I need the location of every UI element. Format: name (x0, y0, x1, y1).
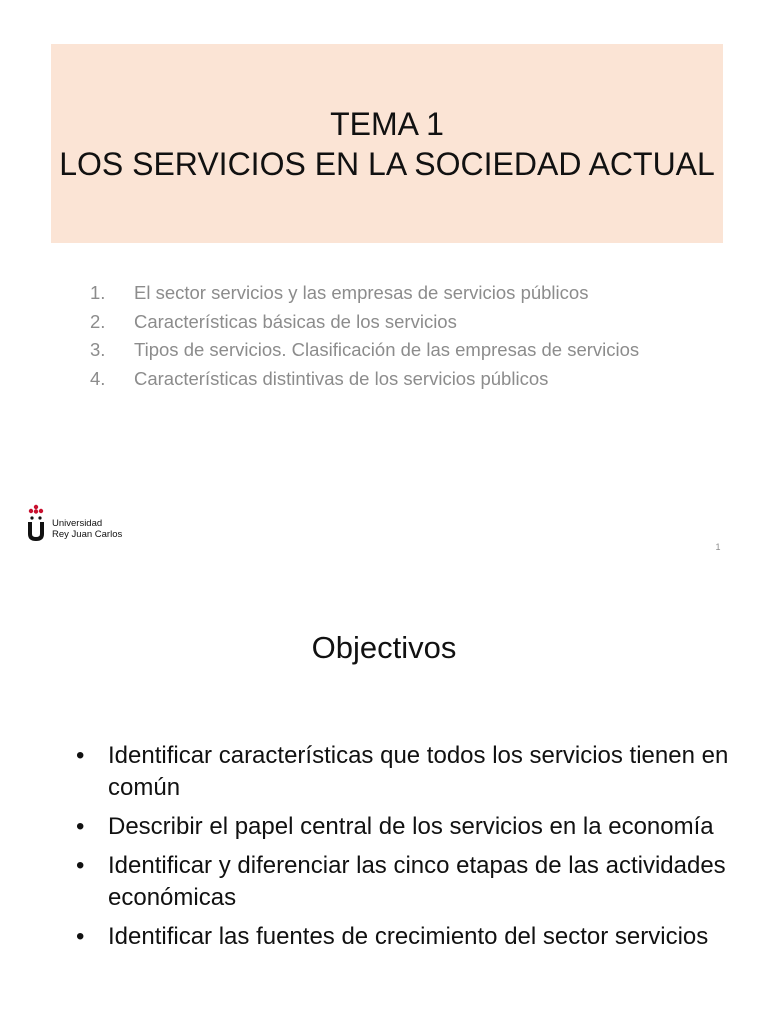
topic-number: 4. (90, 367, 106, 389)
title-box (51, 44, 723, 243)
objective-text: Describir el papel central de los servicios en la economía (108, 813, 714, 840)
topic-item (90, 279, 639, 308)
logo-line-1: Universidad (52, 518, 103, 529)
bullet-icon: • (76, 852, 85, 879)
objectives-list (76, 740, 736, 960)
objective-text: Identificar las fuentes de crecimiento del sector servicios (108, 923, 709, 950)
topic-text: Tipos de servicios. Clasificación de las empresas de servicios (134, 339, 640, 360)
topic-number: 2. (90, 310, 106, 332)
objective-item (76, 811, 736, 843)
objective-item (76, 740, 736, 804)
topic-text: Características básicas de los servicios (134, 310, 457, 332)
topic-item (90, 365, 639, 394)
topics-list (90, 279, 639, 393)
objectives-title: Objectivos (311, 630, 457, 665)
slide-2 (0, 596, 768, 1024)
topic-item (90, 308, 639, 337)
logo-text (52, 518, 122, 542)
objective-item (76, 921, 736, 953)
objective-text: Identificar características que todos los servicios tienen en común (108, 742, 729, 801)
university-logo (26, 504, 122, 542)
bullet-icon: • (76, 923, 85, 950)
slide-title-line-1: TEMA 1 (330, 105, 444, 142)
objective-item (76, 850, 736, 914)
topic-text: Características distintivas de los servicios públicos (134, 367, 549, 389)
page-number: 1 (715, 542, 721, 552)
logo-line-2: Rey Juan Carlos (52, 529, 123, 540)
urjc-crown-u-icon (26, 504, 46, 542)
bullet-icon: • (76, 813, 85, 840)
slide-title-line-2: LOS SERVICIOS EN LA SOCIEDAD ACTUAL (59, 145, 715, 182)
topic-number: 3. (90, 339, 106, 360)
topic-item (90, 336, 639, 365)
topic-text: El sector servicios y las empresas de servicios públicos (134, 282, 589, 303)
objective-text: Identificar y diferenciar las cinco etapas de las actividades económicas (108, 852, 726, 911)
bullet-icon: • (76, 742, 85, 769)
topic-number: 1. (90, 282, 106, 303)
